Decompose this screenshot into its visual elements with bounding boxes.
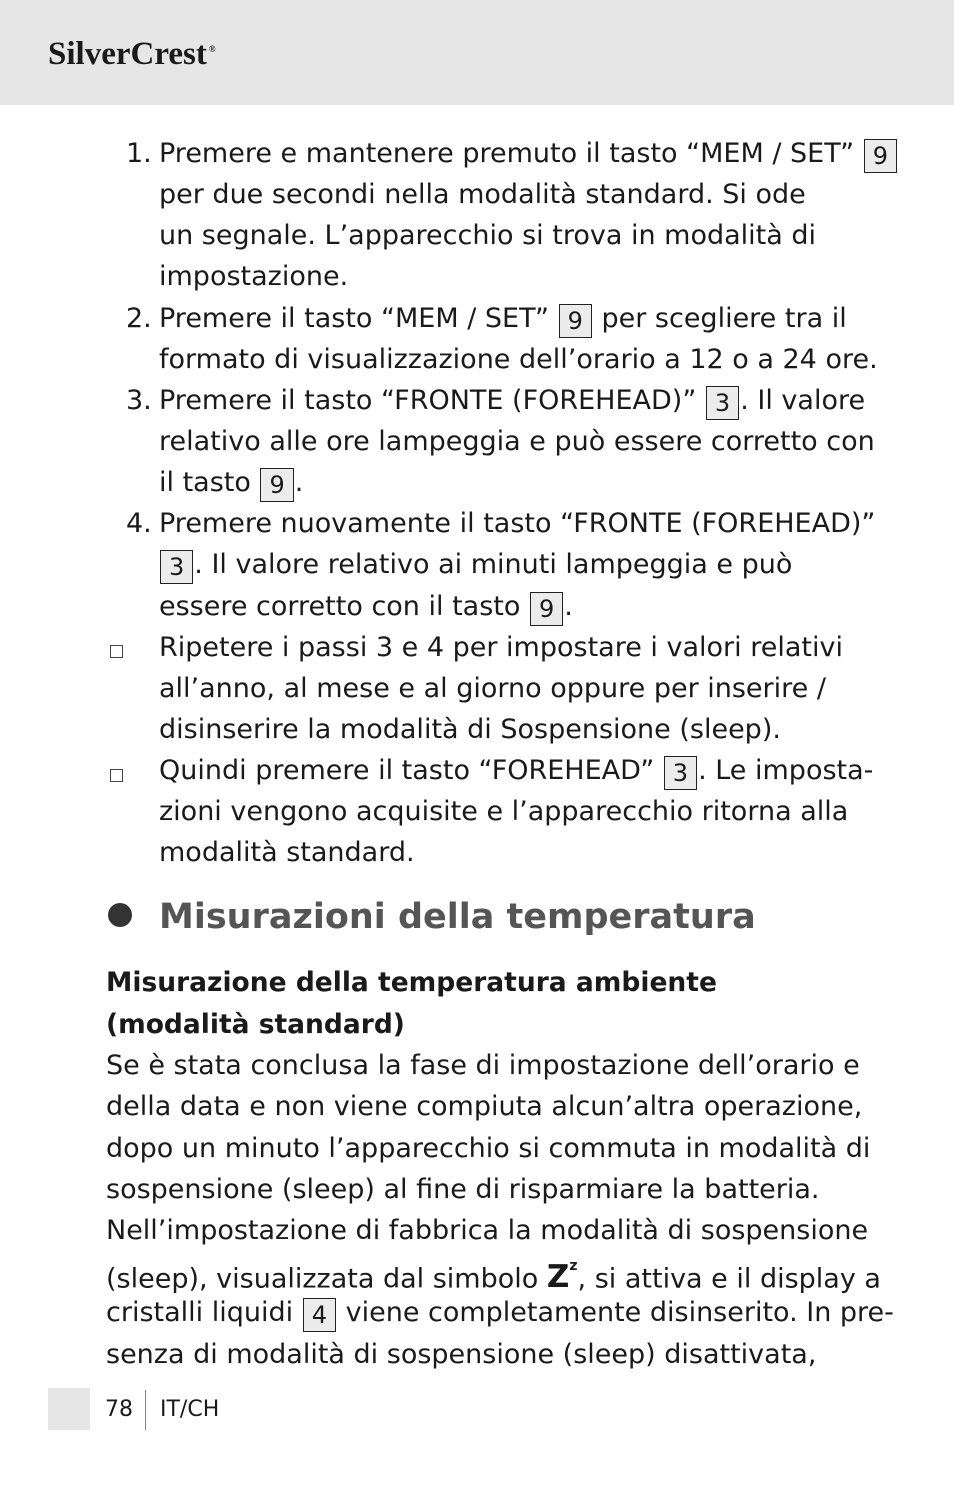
- bullet-text: Ripetere i passi 3 e 4 per impostare i valori relativi: [159, 632, 843, 663]
- sub-heading: Misurazione della temperatura ambiente: [106, 967, 717, 998]
- step-text-segment: . Il valore relativo ai minuti lampeggia e può: [194, 549, 793, 580]
- key-reference-box: 3: [706, 386, 739, 420]
- step-text-segment: per scegliere tra il: [601, 303, 847, 334]
- sleep-symbol-superscript: z: [569, 1258, 578, 1274]
- step-text: [159, 590, 573, 626]
- key-reference-box: 3: [664, 756, 697, 790]
- brand-logo: [48, 36, 216, 73]
- step-text: [159, 384, 865, 420]
- footer-marker: [48, 1388, 90, 1430]
- paragraph-line: Se è stata conclusa la fase di impostazione dell’orario e: [106, 1050, 860, 1081]
- sleep-symbol-letter: Z: [546, 1259, 570, 1296]
- square-bullet-icon: [110, 769, 123, 782]
- bullet-text: all’anno, al mese e al giorno oppure per inserire /: [159, 673, 826, 704]
- section-bullet-icon: [108, 903, 132, 927]
- step-text: Premere nuovamente il tasto “FRONTE (FOREHEAD)”: [159, 508, 876, 539]
- paragraph-segment: (sleep), visualizzata dal simbolo: [106, 1263, 539, 1295]
- sleep-symbol-icon: [547, 1259, 578, 1295]
- registered-mark: ®: [208, 44, 216, 54]
- key-reference-box: 4: [303, 1298, 336, 1332]
- step-text: per due secondi nella modalità standard. Si ode: [159, 179, 806, 210]
- step-text: [159, 466, 303, 502]
- brand-name: SilverCrest: [48, 36, 207, 72]
- bullet-text: zioni vengono acquisite e l’apparecchio ritorna alla: [159, 796, 849, 827]
- paragraph-line: senza di modalità di sospensione (sleep) disattivata,: [106, 1339, 817, 1370]
- paragraph-segment: , si attiva e il display a: [577, 1263, 881, 1295]
- bullet-text: disinserire la modalità di Sospensione (sleep).: [159, 714, 781, 745]
- step-text: un segnale. L’apparecchio si trova in modalità di: [159, 220, 817, 251]
- footer-divider: [145, 1390, 146, 1430]
- paragraph-line: sospensione (sleep) al fine di risparmiare la batteria.: [106, 1174, 820, 1205]
- step-text-segment: . Il valore: [740, 385, 866, 416]
- paragraph-line: della data e non viene compiuta alcun’altra operazione,: [106, 1091, 863, 1122]
- step-text: relativo alle ore lampeggia e può essere corretto con: [159, 426, 875, 457]
- locale-label: IT/CH: [160, 1397, 220, 1422]
- step-number: 3.: [126, 385, 152, 416]
- paragraph-segment: viene completamente disinserito. In pre-: [345, 1297, 894, 1328]
- paragraph-line: dopo un minuto l’apparecchio si commuta in modalità di: [106, 1133, 871, 1164]
- key-reference-box: 9: [559, 304, 592, 338]
- paragraph-line: [106, 1296, 894, 1332]
- section-title: Misurazioni della temperatura: [159, 897, 756, 937]
- step-text: impostazione.: [159, 261, 349, 292]
- step-number: 2.: [126, 303, 152, 334]
- step-number: 4.: [126, 508, 152, 539]
- step-text: formato di visualizzazione dell’orario a 12 o a 24 ore.: [159, 344, 878, 375]
- bullet-text-segment: . Le imposta-: [698, 755, 874, 786]
- step-text-segment: Premere il tasto “MEM / SET”: [159, 303, 549, 334]
- paragraph-line: [106, 1255, 881, 1296]
- paragraph-segment: cristalli liquidi: [106, 1297, 294, 1328]
- step-text: [159, 302, 847, 338]
- bullet-text-segment: Quindi premere il tasto “FOREHEAD”: [159, 755, 655, 786]
- key-reference-box: 3: [160, 550, 193, 584]
- step-text-segment: .: [294, 467, 304, 498]
- bullet-text: modalità standard.: [159, 837, 415, 868]
- step-text-segment: essere corretto con il tasto: [159, 591, 521, 622]
- paragraph-line: Nell’impostazione di fabbrica la modalità di sospensione: [106, 1215, 869, 1246]
- key-reference-box: 9: [260, 468, 293, 502]
- step-text-segment: Premere e mantenere premuto il tasto “MEM / SET”: [159, 138, 855, 169]
- step-number: 1.: [126, 138, 152, 169]
- key-reference-box: 9: [864, 139, 897, 173]
- step-text-segment: Premere il tasto “FRONTE (FOREHEAD)”: [159, 385, 697, 416]
- sub-heading: (modalità standard): [106, 1009, 405, 1040]
- step-text: [159, 137, 898, 173]
- step-text-segment: il tasto: [159, 467, 251, 498]
- page-header: [0, 0, 954, 105]
- step-text-segment: .: [564, 591, 573, 622]
- key-reference-box: 9: [530, 592, 563, 626]
- step-text: [159, 548, 792, 584]
- page-number: 78: [105, 1397, 133, 1422]
- square-bullet-icon: [110, 645, 123, 658]
- bullet-text: [159, 754, 873, 790]
